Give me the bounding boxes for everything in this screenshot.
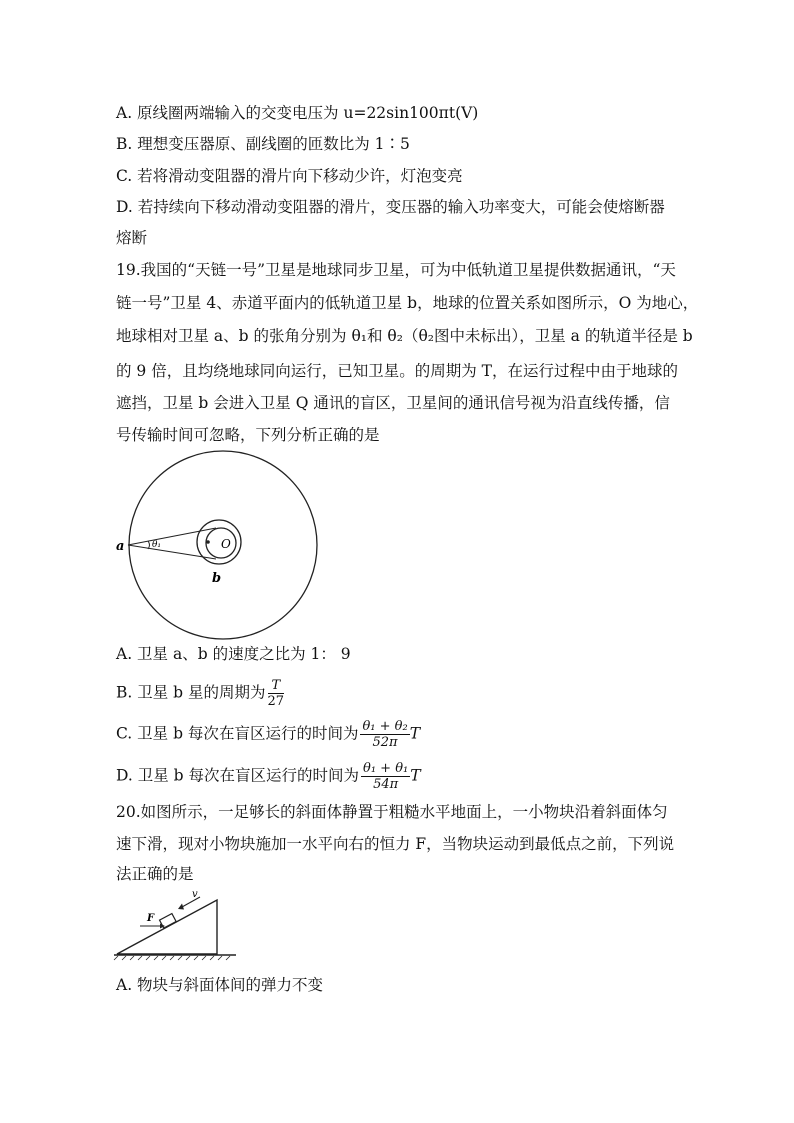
q19-option-d-fraction <box>361 761 410 792</box>
q19-option-c-fraction <box>360 719 409 750</box>
q19-stem-line-2: 链一号”卫星 4、赤道平面内的低轨道卫星 b，地球的位置关系如图所示，O 为地心， <box>116 294 699 312</box>
q19-option-d <box>116 761 421 792</box>
ground-hatching <box>114 956 230 960</box>
label-O: O <box>221 537 231 551</box>
q19-option-a: A. 卫星 a、b 的速度之比为 1： 9 <box>116 645 351 663</box>
label-F: F <box>147 913 155 924</box>
fraction-denominator: 27 <box>267 694 285 709</box>
fraction-numerator: T <box>268 678 285 694</box>
q18-option-d: D. 若持续向下移动滑动变阻器的滑片，变压器的输入功率变大，可能会使熔断器 <box>116 198 665 216</box>
fraction-denominator: 54π <box>373 777 399 792</box>
tangent-line-upper <box>128 528 216 545</box>
q19-stem-line-3: 地球相对卫星 a、b 的张角分别为 θ₁和 θ₂（θ₂图中未标出），卫星 a 的轨道半径是 b <box>116 327 693 345</box>
tangent-line-lower <box>128 545 216 559</box>
label-b: b <box>212 571 222 586</box>
angle-arc <box>148 541 150 549</box>
label-a: a <box>116 539 125 554</box>
q19-option-c <box>116 719 420 750</box>
q18-option-b: B. 理想变压器原、副线圈的匝数比为 1∶5 <box>116 135 410 153</box>
q19-option-b-text: B. 卫星 b 星的周期为 <box>116 683 266 702</box>
q19-option-b <box>116 678 284 709</box>
q19-stem-line-1: 19.我国的“天链一号”卫星是地球同步卫星，可为中低轨道卫星提供数据通讯，“天 <box>116 261 676 279</box>
q18-option-c: C. 若将滑动变阻器的滑片向下移动少许，灯泡变亮 <box>116 167 463 185</box>
satellite-b-dot <box>206 540 210 544</box>
label-theta: θ₁ <box>152 540 162 550</box>
q20-stem-line-2: 速下滑，现对小物块施加一水平向右的恒力 F，当物块运动到最低点之前，下列说 <box>116 835 675 853</box>
q19-option-d-text: D. 卫星 b 每次在盲区运行的时间为 <box>116 766 360 785</box>
q19-option-b-fraction <box>268 678 285 709</box>
q18-option-d-continued: 熔断 <box>116 229 148 247</box>
q19-stem-line-5: 遮挡，卫星 b 会进入卫星 Q 通讯的盲区，卫星间的通讯信号视为沿直线传播，信 <box>116 394 670 412</box>
label-v: v <box>192 890 198 900</box>
q20-option-a: A. 物块与斜面体间的弹力不变 <box>116 976 324 994</box>
q20-incline-figure <box>112 890 242 962</box>
q19-option-c-suffix: T <box>409 724 421 743</box>
q20-stem-line-1: 20.如图所示，一足够长的斜面体静置于粗糙水平地面上，一小物块沿着斜面体匀 <box>116 803 668 821</box>
fraction-numerator: θ₁ + θ₁ <box>363 761 409 776</box>
fraction-denominator: 52π <box>372 735 398 750</box>
q19-option-d-suffix: T <box>410 766 421 785</box>
q19-option-c-text: C. 卫星 b 每次在盲区运行的时间为 <box>116 724 359 743</box>
fraction-numerator: θ₁ + θ₂ <box>362 719 408 734</box>
q18-option-a: A. 原线圈两端输入的交变电压为 u=22sin100πt(V) <box>116 104 479 122</box>
q19-stem-line-4: 的 9 倍，且均绕地球同向运行，已知卫星。的周期为 T，在运行过程中由于地球的 <box>116 362 678 380</box>
q19-orbit-figure <box>108 448 318 640</box>
q19-stem-line-6: 号传输时间可忽略，下列分析正确的是 <box>116 426 380 444</box>
q20-stem-line-3: 法正确的是 <box>116 865 194 883</box>
